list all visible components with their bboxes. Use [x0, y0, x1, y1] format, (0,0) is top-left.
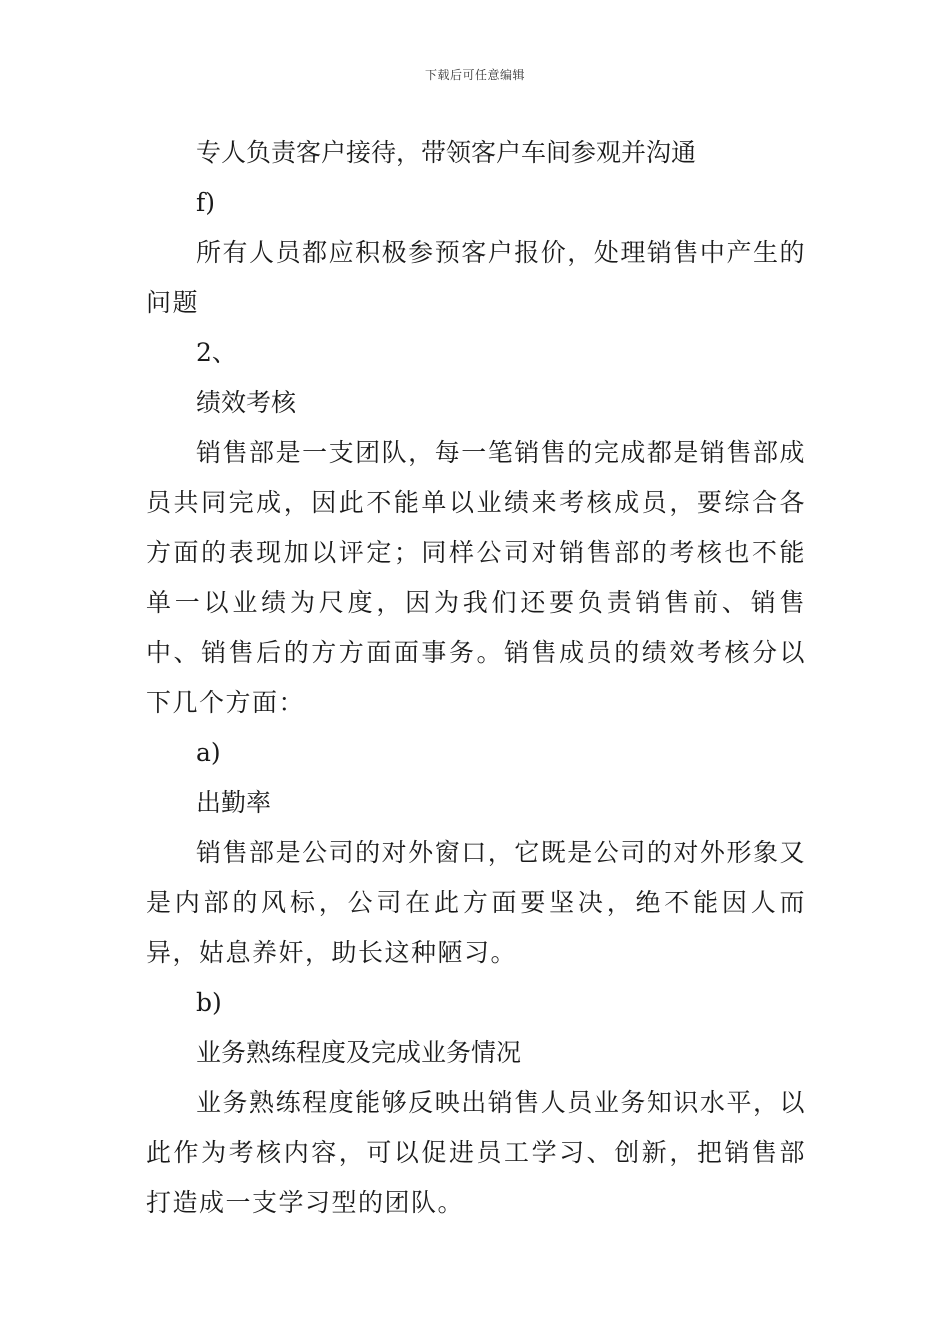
- item-a-paragraph-text: 销售部是公司的对外窗口，它既是公司的对外形象又是内部的风标，公司在此方面要坚决，绝不能因人而异，姑息养奸，助长这种陋习。: [146, 838, 806, 967]
- item-f-paragraph-text: 所有人员都应积极参预客户报价，处理销售中产生的问题: [146, 238, 806, 317]
- item-b-paragraph-text: 业务熟练程度能够反映出销售人员业务知识水平，以此作为考核内容，可以促进员工学习、创新，把销售部打造成一支学习型的团队。: [146, 1088, 806, 1217]
- item-b-marker: b): [196, 988, 222, 1017]
- item-a-marker: a): [196, 738, 221, 767]
- section-title: 绩效考核: [196, 388, 297, 417]
- item-b-title: 业务熟练程度及完成业务情况: [196, 1038, 522, 1067]
- item-f-paragraph: [146, 228, 806, 328]
- page-header-note: 下载后可任意编辑: [424, 68, 525, 82]
- item-a-paragraph: [146, 828, 806, 978]
- item-f-marker: f): [196, 188, 216, 217]
- team-paragraph: [146, 428, 806, 728]
- document-body: [146, 128, 806, 1228]
- reception-line: 专人负责客户接待，带领客户车间参观并沟通: [196, 138, 697, 167]
- team-paragraph-text: 销售部是一支团队，每一笔销售的完成都是销售部成员共同完成，因此不能单以业绩来考核成员，要综合各方面的表现加以评定；同样公司对销售部的考核也不能单一以业绩为尺度，因为我们还要负责销售前、销售中、销售后的方方面面事务。销售成员的绩效考核分以下几个方面：: [146, 438, 806, 717]
- section-number: 2、: [196, 338, 237, 367]
- item-a-title: 出勤率: [196, 788, 272, 817]
- item-b-paragraph: [146, 1078, 806, 1228]
